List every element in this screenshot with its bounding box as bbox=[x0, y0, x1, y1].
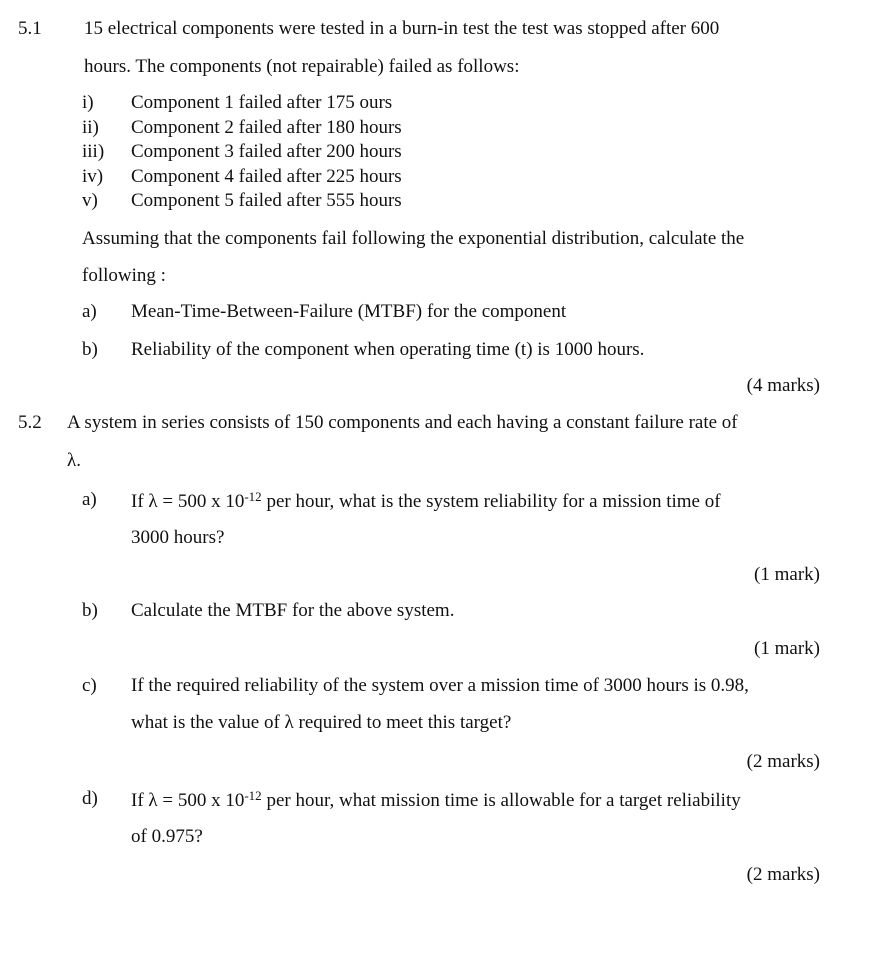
list-item: Component 5 failed after 555 hours bbox=[131, 190, 402, 211]
exponent: -12 bbox=[244, 788, 262, 803]
question-intro-line: 15 electrical components were tested in a burn-in test the test was stopped after 600 bbox=[84, 18, 720, 39]
part-text: Calculate the MTBF for the above system. bbox=[131, 600, 455, 621]
part-label: b) bbox=[82, 600, 98, 621]
exponent: -12 bbox=[244, 489, 262, 504]
part-text-post: per hour, what mission time is allowable for a target reliability bbox=[261, 790, 741, 811]
part-label: c) bbox=[82, 675, 97, 696]
marks: (1 mark) bbox=[754, 564, 820, 585]
question-intro-line: A system in series consists of 150 components and each having a constant failure rate of bbox=[67, 412, 738, 433]
list-item-number: iii) bbox=[82, 141, 105, 162]
instruction-line: following : bbox=[82, 265, 166, 286]
part-label: b) bbox=[82, 339, 98, 360]
part-label: d) bbox=[82, 788, 98, 809]
part-text bbox=[131, 489, 721, 513]
part-label: a) bbox=[82, 489, 97, 510]
list-item: Component 3 failed after 200 hours bbox=[131, 141, 402, 162]
marks: (2 marks) bbox=[746, 751, 820, 772]
part-text: Reliability of the component when operating time (t) is 1000 hours. bbox=[131, 339, 645, 360]
part-text-pre: If λ = 500 x 10 bbox=[131, 790, 245, 811]
list-item: Component 4 failed after 225 hours bbox=[131, 166, 402, 187]
list-item-number: iv) bbox=[82, 166, 104, 187]
part-text bbox=[131, 788, 741, 812]
part-text-pre: If λ = 500 x 10 bbox=[131, 491, 245, 512]
marks: (2 marks) bbox=[746, 864, 820, 885]
list-item: Component 1 failed after 175 ours bbox=[131, 92, 393, 113]
list-item: Component 2 failed after 180 hours bbox=[131, 117, 402, 138]
marks: (1 mark) bbox=[754, 638, 820, 659]
part-text-line: what is the value of λ required to meet this target? bbox=[131, 712, 512, 733]
marks: (4 marks) bbox=[746, 375, 820, 396]
list-item-number: v) bbox=[82, 190, 98, 211]
part-text: If the required reliability of the system over a mission time of 3000 hours is 0.98, bbox=[131, 675, 749, 696]
part-text: Mean-Time-Between-Failure (MTBF) for the component bbox=[131, 301, 567, 322]
question-intro-line: hours. The components (not repairable) failed as follows: bbox=[84, 56, 520, 77]
part-text-line: 3000 hours? bbox=[131, 527, 225, 548]
list-item-number: ii) bbox=[82, 117, 99, 138]
part-text-post: per hour, what is the system reliability for a mission time of bbox=[261, 491, 721, 512]
question-number: 5.2 bbox=[18, 412, 42, 433]
question-intro-line: λ. bbox=[67, 450, 81, 471]
list-item-number: i) bbox=[82, 92, 94, 113]
instruction-line: Assuming that the components fail following the exponential distribution, calculate the bbox=[82, 228, 745, 249]
part-label: a) bbox=[82, 301, 97, 322]
part-text-line: of 0.975? bbox=[131, 826, 203, 847]
question-number: 5.1 bbox=[18, 18, 42, 39]
